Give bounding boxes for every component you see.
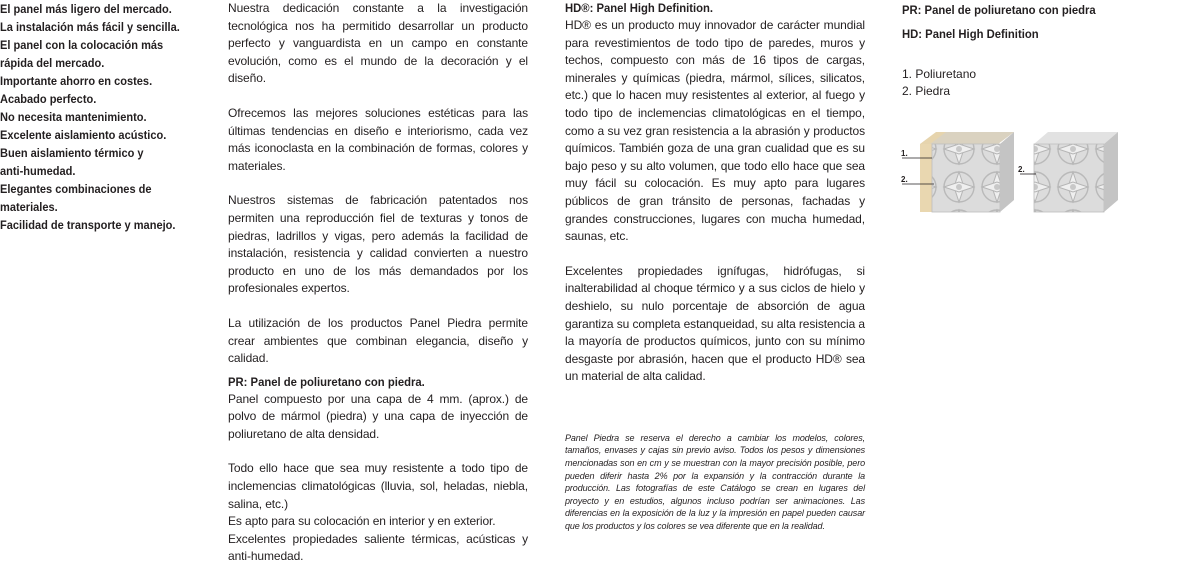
feature-item: Buen aislamiento térmico y: [0, 146, 144, 160]
feature-item: El panel con la colocación más: [0, 38, 164, 52]
feature-item: La instalación más fácil y sencilla.: [0, 20, 180, 34]
label-2b: 2.: [1018, 165, 1025, 174]
layer-legend: [902, 66, 1192, 100]
intro-paragraph: Nuestra dedicación constante a la investigación tecnológica nos ha permitido desarrollar un producto perfecto y vanguardista en un campo en constante evolución, como es el mundo de la decoración y el diseño.: [228, 1, 528, 86]
legend-item-piedra: 2. Piedra: [902, 84, 951, 98]
indoor-outdoor-paragraph: Es apto para su colocación en interior y en exterior.: [228, 514, 496, 529]
pr-description: Panel compuesto por una capa de 4 mm. (aprox.) de polvo de mármol (piedra) y una capa de inyección de poliuretano de alta densidad.: [228, 391, 528, 441]
feature-item: Facilidad de transporte y manejo.: [0, 218, 176, 232]
feature-item: El panel más ligero del mercado.: [0, 2, 172, 16]
disclaimer-notice: Panel Piedra se reserva el derecho a cambiar los modelos, colores, tamaños, envases y cajas sin previo aviso. Todos los pesos y dimensiones mencionadas son en cm y se muestran con la mayor precisión posible, pero pueden diferir hasta 2% por la expansión y la contracción durante la producción. Las fotografías de este Catálogo se crean en lugares del proyecto y en estudios, algunos incluso podrían ser animaciones. Las diferencias en la exposición de la luz y la impresión en papel pueden causar que los productos y los colores se vea diferente que en la realidad.: [565, 432, 865, 532]
properties-paragraph: Excelentes propiedades saliente térmicas, acústicas y anti-humedad.: [228, 531, 528, 564]
resistance-paragraph: Todo ello hace que sea muy resistente a todo tipo de inclemencias climatológicas (lluvia, sol, heladas, niebla, salina, etc.): [228, 461, 528, 511]
title-hd: HD: Panel High Definition: [902, 27, 1039, 41]
feature-item: No necesita mantenimiento.: [0, 110, 147, 124]
pr-heading: PR: Panel de poliuretano con piedra.: [228, 374, 425, 389]
hd-heading: HD®: Panel High Definition.: [565, 1, 714, 15]
feature-item: Acabado perfecto.: [0, 92, 97, 106]
feature-item: Importante ahorro en costes.: [0, 74, 153, 88]
features-column: [0, 0, 200, 234]
label-1: 1.: [901, 149, 908, 158]
hd-description: HD® es un producto muy innovador de carácter mundial para revestimientos de todo tipo de paredes, muros y techos, compuesto con más de 16 tipos de cargas, minerales y químicas (piedra, mármol, sílices, silicatos, etc.) que lo hacen muy resistentes al exterior, al fuego y todo tipo de inclemencias climatológicas en el tiempo, como a su vez gran resistencia a la abrasión y productos químicos. También goza de una gran cualidad que es su bajo peso y su alto volumen, que todo ello hace que sea muy fácil su colocación. Es muy apto para lugares públicos de gran tránsito de personas, fachadas y grandes construcciones, lugares con mucha humedad, saunas, etc.: [565, 18, 865, 244]
feature-item: materiales.: [0, 200, 58, 214]
feature-item: Elegantes combinaciones de: [0, 182, 152, 196]
manufacturing-paragraph: Nuestros sistemas de fabricación patentados nos permiten una reproducción fiel de texturas y tonos de piedras, ladrillos y vigas, pero además la facilidad de instalación, resistencia y calidad convierten a nuestro producto en uno de los más demandados por los profesionales expertos.: [228, 193, 528, 296]
solutions-paragraph: Ofrecemos las mejores soluciones estéticas para las últimas tendencias en diseño e interiorismo, cada vez más iconoclasta en la combinación de formas, colores y materiales.: [228, 105, 528, 173]
diagram-column: [902, 0, 1192, 260]
hd-panel-illustration: [1018, 132, 1118, 212]
feature-item: Excelente aislamiento acústico.: [0, 128, 167, 142]
features-list: [0, 0, 200, 234]
pr-panel-illustration: [901, 132, 1014, 212]
hd-properties: Excelentes propiedades ignífugas, hidrófugas, si inalterabilidad al choque térmico y a sus ciclos de hielo y deshielo, su nulo porcentaje de absorción de agua garantiza su completa estanqueidad, su alta resistencia a la mayoría de productos químicos, junto con su mínimo desgaste por abrasión, hacen que el producto HD® sea un material de alta calidad.: [565, 263, 865, 384]
feature-item: rápida del mercado.: [0, 56, 105, 70]
legend-item-poliuretano: 1. Poliuretano: [902, 67, 977, 81]
ambience-paragraph: La utilización de los productos Panel Piedra permite crear ambientes que combinan elegancia, diseño y calidad.: [228, 315, 528, 366]
hd-column: [565, 0, 865, 533]
label-2: 2.: [901, 175, 908, 184]
panel-section-illustration: [902, 130, 1192, 220]
title-pr: PR: Panel de poliuretano con piedra: [902, 3, 1096, 17]
feature-item: anti-humedad.: [0, 164, 76, 178]
intro-column: [228, 0, 528, 566]
